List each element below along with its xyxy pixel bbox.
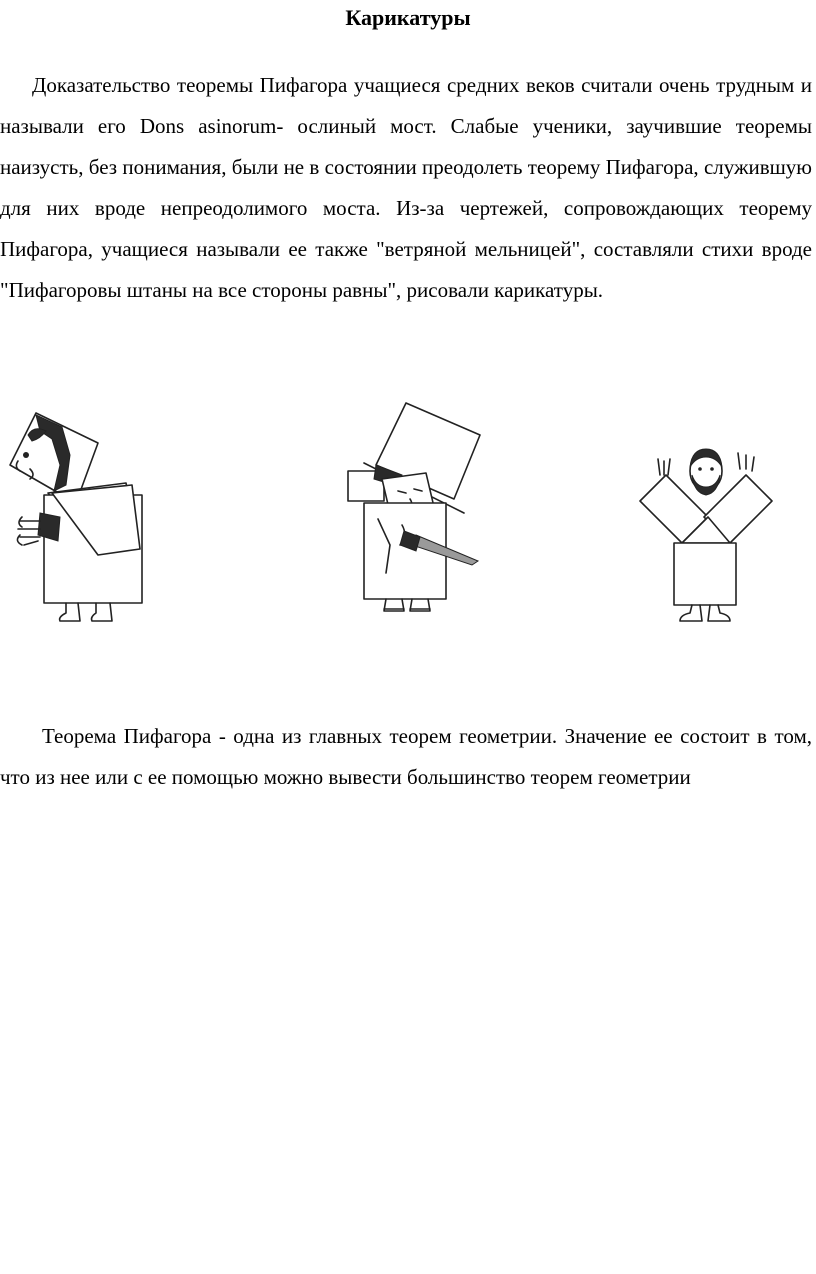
- caricature-figure-arms-raised-icon: [620, 395, 780, 635]
- caricature-bent-figure-icon: [0, 395, 170, 635]
- conclusion-paragraph: Теорема Пифагора - одна из главных теорем геометрии. Значение ее состоит в том, что из нее или с ее помощью можно вывести большинство теорем геометрии: [0, 724, 812, 789]
- caricatures-illustration: [0, 395, 816, 635]
- page-title: Карикатуры: [345, 5, 471, 30]
- intro-paragraph: Доказательство теоремы Пифагора учащиеся средних веков считали очень трудным и называли его Dons asinorum- ослиный мост. Слабые ученики, заучившие теоремы наизусть, без понимания, были не в состоянии преодолеть теорему Пифагора, служившую для них вроде непреодолимого моста. Из-за чертежей, сопровождающих теорему Пифагора, учащиеся называли ее также "ветряной мельницей", составляли стихи вроде "Пифагоровы штаны на все стороны равны", рисовали карикатуры.: [0, 73, 812, 302]
- caricature-figure-with-dagger-icon: [330, 395, 490, 635]
